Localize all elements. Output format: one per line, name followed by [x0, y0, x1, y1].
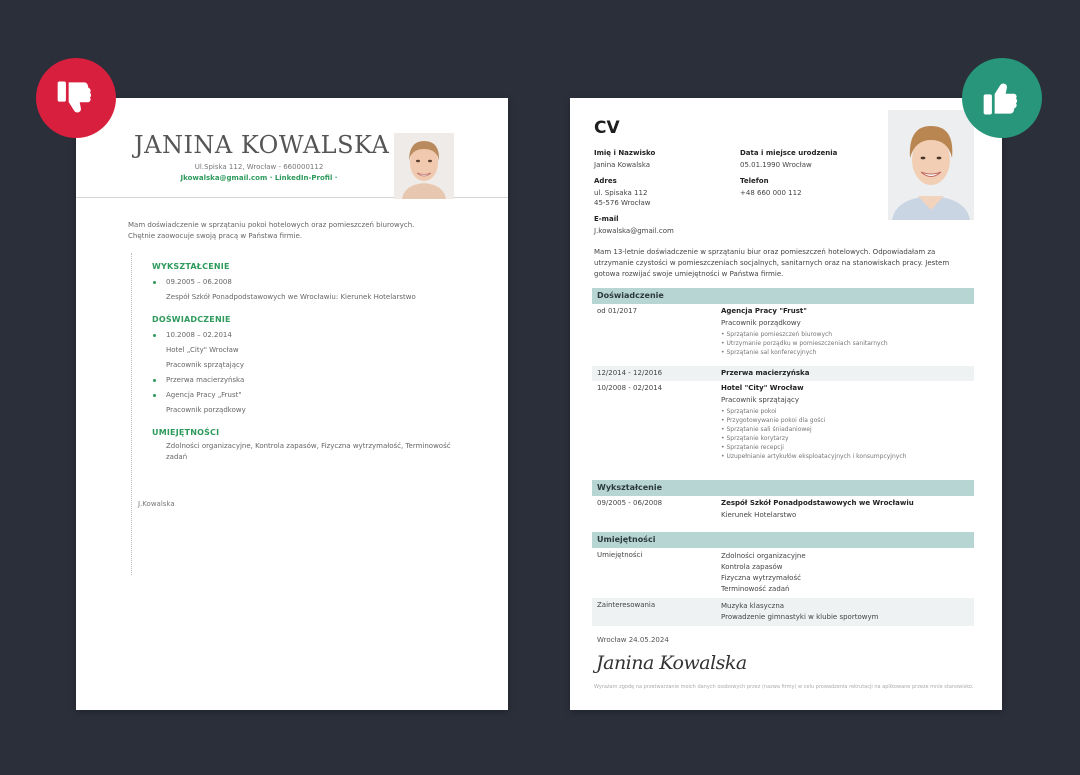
field-label: E-mail [594, 215, 619, 223]
row-dates: 12/2014 - 12/2016 [597, 369, 663, 377]
skills-heading: UMIEJĘTNOŚCI [152, 428, 220, 437]
candidate-name: JANINA KOWALSKA [134, 131, 390, 159]
row-org: Hotel "City" Wrocław [721, 384, 804, 392]
profile-photo [888, 110, 974, 220]
intro-paragraph: Mam doświadczenie w sprzątaniu pokoi hotelowych oraz pomieszczeń biurowych. Chętnie zaowocuje swoją pracą w Państwa firmie. [128, 221, 415, 240]
row-org: Agencja Pracy "Frust" [721, 307, 807, 315]
thumbs-up-icon [980, 76, 1024, 120]
row-org: Przerwa macierzyńska [721, 369, 810, 377]
skill-item: Fizyczna wytrzymałość [721, 574, 801, 582]
contact-line: Jkowalska@gmail.com · LinkedIn-Profil · [180, 174, 338, 182]
birth-field [740, 148, 837, 170]
skill-item: Terminowość zadań [721, 585, 790, 593]
row-dates: od 01/2017 [597, 307, 638, 315]
thumbs-up-badge [962, 58, 1042, 138]
field-value: ul. Spisaka 112 [594, 189, 648, 197]
field-value: Janina Kowalska [594, 161, 651, 169]
task-item: • Sprzątanie recepcji [721, 444, 784, 451]
task-item: • Uzupełnianie artykułów eksploatacyjnych i konsumpcyjnych [721, 453, 907, 460]
experience-heading: DOŚWIADCZENIE [152, 315, 231, 324]
task-item: • Sprzątanie sal konferecyjnych [721, 349, 817, 356]
field-label: Imię i Nazwisko [594, 149, 656, 157]
bad-cv-document [76, 98, 508, 710]
address-line: Ul.Spiska 112, Wrocław - 660000112 [194, 163, 324, 171]
row-role: Pracownik sprzątający [721, 396, 799, 404]
thumbs-down-badge [36, 58, 116, 138]
signature-text: J.Kowalska [138, 500, 175, 508]
field-label: Adres [594, 177, 617, 185]
row-label: Umiejętności [597, 551, 643, 559]
row-org: Zespół Szkół Ponadpodstawowych we Wrocławiu [721, 499, 914, 507]
field-value: J.kowalska@gmail.com [594, 227, 674, 235]
table-row [592, 304, 974, 366]
section-header: Wykształcenie [592, 480, 974, 496]
field-label: Data i miejsce urodzenia [740, 149, 838, 157]
row-label: Zainteresowania [597, 601, 656, 609]
section-header: Umiejętności [592, 532, 974, 548]
section-header: Doświadczenie [592, 288, 974, 304]
task-item: • Sprzątanie sali śniadaniowej [721, 426, 812, 433]
cv-body [152, 262, 472, 463]
experience-section [592, 288, 974, 477]
list-item: Zespół Szkół Ponadpodstawowych we Wrocławiu: Kierunek Hotelarstwo [166, 293, 416, 301]
name-field [594, 148, 655, 170]
table-row [592, 366, 974, 381]
good-cv-document [570, 98, 1002, 710]
list-item: 10.2008 – 02.2014 [152, 328, 472, 343]
task-item: • Sprzątanie pomieszczeń biurowych [721, 331, 833, 338]
list-item: Przerwa macierzyńska [152, 373, 472, 388]
row-role: Kierunek Hotelarstwo [721, 511, 797, 519]
field-label: Telefon [740, 177, 769, 185]
email-field [594, 214, 674, 236]
address-field [594, 176, 651, 208]
field-value: +48 660 000 112 [740, 189, 802, 197]
task-item: • Utrzymanie porządku w pomieszczeniach sanitarnych [721, 340, 888, 347]
row-dates: 10/2008 - 02/2014 [597, 384, 663, 392]
thumbs-down-icon [54, 76, 98, 120]
skills-section [592, 532, 974, 626]
table-row [592, 598, 974, 626]
row-dates: 09/2005 - 06/2008 [597, 499, 663, 507]
dotted-divider [131, 253, 132, 575]
date-place: Wrocław 24.05.2024 [597, 636, 669, 644]
list-item: Agencja Pracy „Frust" [152, 388, 472, 403]
skills-text: Zdolności organizacyjne, Kontrola zapasów, Fizyczna wytrzymałość, Terminowość zadań [166, 442, 451, 461]
table-row [592, 548, 974, 598]
table-row [592, 381, 974, 477]
interest-item: Muzyka klasyczna [721, 602, 785, 610]
education-heading: WYKSZTAŁCENIE [152, 262, 230, 271]
interest-item: Prowadzenie gimnastyki w klubie sportowym [721, 613, 879, 621]
phone-field [740, 176, 802, 198]
field-value: 05.01.1990 Wrocław [740, 161, 812, 169]
task-item: • Przygotowywanie pokoi dla gości [721, 417, 826, 424]
intro-paragraph: Mam 13-letnie doświadczenie w sprzątaniu biur oraz pomieszczeń hotelowych. Odpowiadałam za utrzymanie czystości w pomieszczeniach socjalnych, sanitarnych oraz na stanowiskach pracy. Jestem gotowa rozwijać swoje umiejętności w Państwa firmie. [594, 248, 950, 278]
list-item: Pracownik sprzątający [166, 361, 244, 369]
field-value: 45-576 Wrocław [594, 199, 651, 207]
list-item: Hotel „City" Wrocław [166, 346, 239, 354]
profile-photo [394, 133, 454, 199]
consent-clause: Wyrażam zgodę na przetwarzanie moich danych osobowych przez (nazwa firmy) w celu prowadzenia rekrutacji na aplikowane przeze mnie stanowisko. [594, 684, 974, 690]
cv-header [76, 98, 508, 198]
row-role: Pracownik porządkowy [721, 319, 801, 327]
table-row [592, 496, 974, 530]
education-section [592, 480, 974, 530]
skill-item: Zdolności organizacyjne [721, 552, 806, 560]
list-item: 09.2005 – 06.2008 [152, 275, 472, 290]
cv-title: CV [594, 118, 620, 138]
task-item: • Sprzątanie korytarzy [721, 435, 789, 442]
list-item: Pracownik porządkowy [166, 406, 246, 414]
skill-item: Kontrola zapasów [721, 563, 783, 571]
task-item: • Sprzątanie pokoi [721, 408, 777, 415]
handwritten-signature: Janina Kowalska [596, 652, 747, 674]
